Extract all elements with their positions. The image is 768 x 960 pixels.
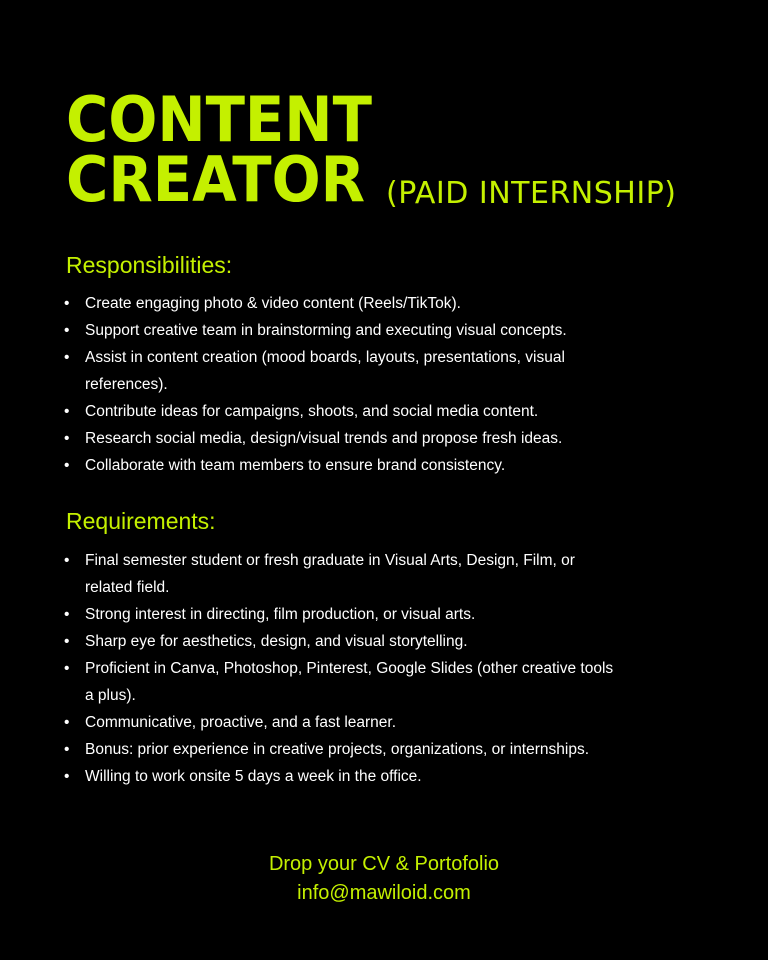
bullet-icon: • bbox=[64, 741, 70, 758]
job-title-line-2: CREATOR bbox=[66, 143, 366, 216]
list-item-text: Proficient in Canva, Photoshop, Pinterest, Google Slides (other creative tools a plus). bbox=[85, 660, 614, 704]
bullet-icon: • bbox=[64, 660, 70, 677]
bullet-icon: • bbox=[64, 606, 70, 623]
contact-email: info@mawiloid.com bbox=[297, 882, 471, 904]
list-item-text: Research social media, design/visual trends and propose fresh ideas. bbox=[85, 430, 563, 447]
list-item bbox=[64, 601, 624, 628]
list-item-text: Create engaging photo & video content (Reels/TikTok). bbox=[85, 295, 461, 312]
bullet-icon: • bbox=[64, 768, 70, 785]
bullet-icon: • bbox=[64, 430, 70, 447]
cta-text: Drop your CV & Portofolio bbox=[268, 853, 500, 875]
list-item-text: Support creative team in brainstorming and executing visual concepts. bbox=[85, 322, 567, 339]
list-item-text: Assist in content creation (mood boards, layouts, presentations, visual references). bbox=[85, 349, 565, 393]
bullet-icon: • bbox=[64, 633, 70, 650]
job-title-line-1: CONTENT bbox=[66, 83, 372, 156]
bullet-icon: • bbox=[64, 295, 70, 312]
bullet-icon: • bbox=[64, 552, 70, 569]
list-item bbox=[64, 547, 624, 601]
bullet-icon: • bbox=[64, 714, 70, 731]
list-item-text: Collaborate with team members to ensure brand consistency. bbox=[85, 457, 506, 474]
list-item bbox=[64, 628, 624, 655]
requirements-heading: Requirements: bbox=[66, 508, 216, 534]
list-item bbox=[64, 452, 624, 479]
list-item bbox=[64, 655, 624, 709]
list-item bbox=[64, 344, 624, 398]
list-item-text: Sharp eye for aesthetics, design, and visual storytelling. bbox=[85, 633, 468, 650]
list-item bbox=[64, 709, 624, 736]
bullet-icon: • bbox=[64, 457, 70, 474]
list-item bbox=[64, 736, 624, 763]
bullet-icon: • bbox=[64, 349, 70, 366]
responsibilities-list bbox=[64, 290, 624, 479]
list-item bbox=[64, 398, 624, 425]
list-item-text: Final semester student or fresh graduate in Visual Arts, Design, Film, or related field. bbox=[85, 552, 575, 596]
bullet-icon: • bbox=[64, 403, 70, 420]
list-item-text: Strong interest in directing, film production, or visual arts. bbox=[85, 606, 476, 623]
list-item bbox=[64, 763, 624, 790]
list-item bbox=[64, 317, 624, 344]
job-title bbox=[66, 83, 372, 216]
list-item bbox=[64, 425, 624, 452]
list-item-text: Communicative, proactive, and a fast learner. bbox=[85, 714, 397, 731]
job-subtitle: (PAID INTERNSHIP) bbox=[386, 176, 677, 211]
list-item-text: Willing to work onsite 5 days a week in the office. bbox=[85, 768, 422, 785]
responsibilities-heading: Responsibilities: bbox=[66, 252, 233, 278]
list-item bbox=[64, 290, 624, 317]
list-item-text: Contribute ideas for campaigns, shoots, and social media content. bbox=[85, 403, 539, 420]
requirements-list bbox=[64, 547, 624, 790]
list-item-text: Bonus: prior experience in creative projects, organizations, or internships. bbox=[85, 741, 590, 758]
bullet-icon: • bbox=[64, 322, 70, 339]
